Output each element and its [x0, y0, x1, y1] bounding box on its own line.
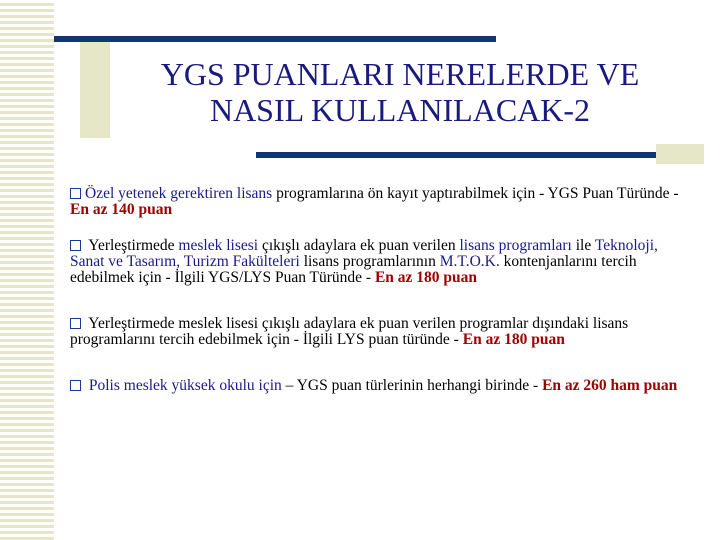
item-text: programlarına ön kayıt yaptırabilmek için - YGS Puan Türünde - [272, 185, 679, 202]
item-highlight: En az 180 puan [462, 331, 565, 348]
item-highlight: En az 180 puan [374, 269, 478, 286]
corner-accent-block [656, 144, 704, 164]
left-stripe-decoration [0, 0, 54, 540]
item-text: Polis meslek yüksek okulu için [85, 377, 282, 394]
bottom-accent-bar [256, 152, 656, 158]
item-text: – YGS puan türlerinin herhangi birinde - [281, 377, 543, 394]
item-text: lisans programları [459, 237, 572, 254]
list-item [70, 238, 690, 286]
hollow-square-bullet-icon [70, 318, 81, 329]
item-text: lisans programlarının [299, 253, 440, 270]
item-highlight: En az 140 puan [70, 201, 173, 218]
list-item [70, 378, 690, 394]
item-text: ile [571, 237, 595, 254]
title-line-1: YGS PUANLARI NERELERDE VE [160, 56, 640, 92]
slide-body [70, 186, 690, 414]
item-text: M.T.O.K. [439, 253, 500, 270]
hollow-square-bullet-icon [70, 380, 81, 391]
item-text: çıkışlı adaylara ek puan verilen [258, 237, 460, 254]
hollow-square-bullet-icon [70, 240, 81, 251]
item-text: Özel yetenek gerektiren lisans [85, 185, 273, 202]
item-text: meslek lisesi [178, 237, 259, 254]
item-text: Yerleştirmede meslek lisesi çıkışlı adaylara ek puan verilen programlar dışındaki lisans programlarını tercih edebilmek için - İlgili LYS puan türünde - [70, 315, 629, 348]
item-text: Yerleştirmede [85, 237, 179, 254]
item-text: kontenjanlarını tercih edebilmek için - İlgili YGS/LYS Puan Türünde - [70, 253, 637, 286]
item-highlight: En az 260 ham puan [542, 377, 678, 394]
slide-title [100, 56, 700, 128]
item-text: Teknoloji, Sanat ve Tasarım, Turizm Fakülteleri [70, 237, 658, 270]
hollow-square-bullet-icon [70, 188, 81, 199]
title-line-2: NASIL KULLANILACAK-2 [209, 92, 591, 128]
list-item [70, 186, 690, 218]
list-item [70, 316, 690, 348]
top-accent-bar [54, 36, 496, 42]
